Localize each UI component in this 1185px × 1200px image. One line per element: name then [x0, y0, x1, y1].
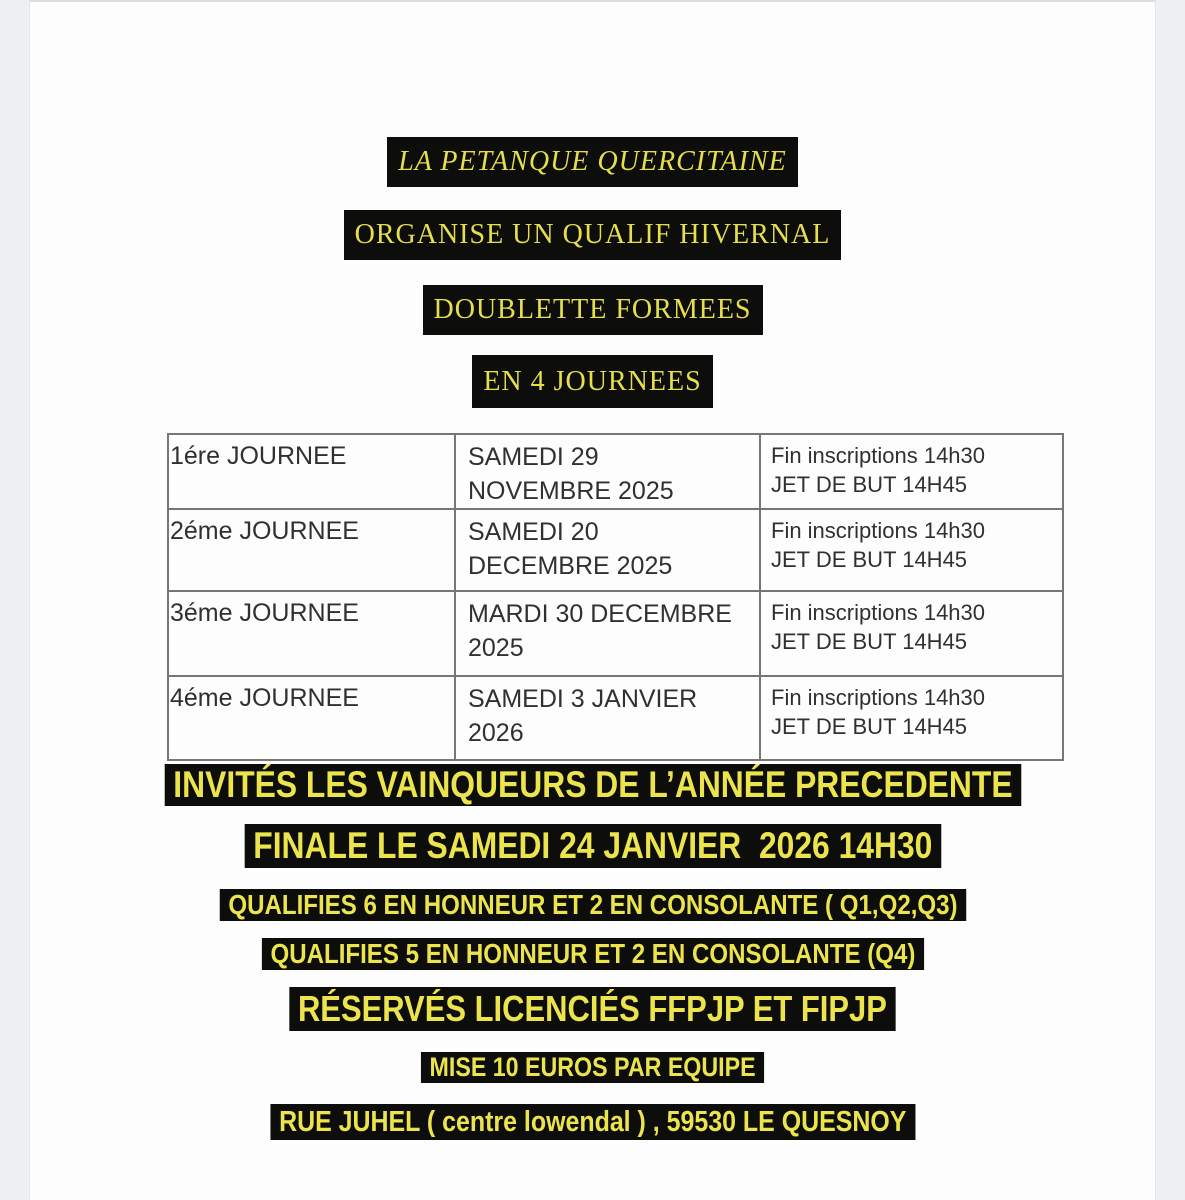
- info-line: JET DE BUT 14H45: [771, 629, 968, 654]
- table-cell-day: 4éme JOURNEE: [168, 676, 455, 760]
- info-line: JET DE BUT 14H45: [771, 547, 968, 572]
- title-format: DOUBLETTE FORMEES: [423, 285, 763, 335]
- info-line: Fin inscriptions 14h30: [771, 685, 986, 710]
- date-line: SAMEDI 20: [468, 518, 599, 546]
- announcement-row: [30, 970, 1155, 1031]
- title-event: ORGANISE UN QUALIF HIVERNAL: [344, 210, 842, 260]
- info-line: JET DE BUT 14H45: [771, 472, 968, 497]
- table-row: [168, 509, 1063, 591]
- announcement-row: [30, 761, 1155, 806]
- title-club-name: LA PETANQUE QUERCITAINE: [387, 137, 798, 187]
- table-cell-info: [760, 676, 1063, 760]
- table-cell-info: [760, 434, 1063, 509]
- table-cell-day: 2éme JOURNEE: [168, 509, 455, 591]
- announcement-invites: INVITÉS LES VAINQUEURS DE L’ANNÉE PRECEDENTE: [164, 764, 1020, 806]
- table-cell-date: [455, 434, 760, 509]
- date-line: MARDI 30 DECEMBRE: [468, 600, 732, 628]
- info-line: JET DE BUT 14H45: [771, 714, 968, 739]
- table-row: [168, 591, 1063, 676]
- announcement-row: [30, 868, 1155, 921]
- header-row-2: [30, 187, 1155, 260]
- table-cell-day: 3éme JOURNEE: [168, 591, 455, 676]
- announcement-row: [30, 1031, 1155, 1083]
- info-line: Fin inscriptions 14h30: [771, 518, 986, 543]
- announcement-qualifies-q123: QUALIFIES 6 EN HONNEUR ET 2 EN CONSOLANTE ( Q1,Q2,Q3): [219, 889, 965, 921]
- announcement-reserved-licenses: RÉSERVÉS LICENCIÉS FFPJP ET FIPJP: [289, 987, 895, 1031]
- announcement-address: RUE JUHEL ( centre lowendal ) , 59530 LE QUESNOY: [270, 1104, 915, 1140]
- table-row: [168, 676, 1063, 760]
- announcement-finale: FINALE LE SAMEDI 24 JANVIER 2026 14H30: [244, 824, 940, 868]
- header-row-4: [30, 335, 1155, 408]
- info-line: Fin inscriptions 14h30: [771, 600, 986, 625]
- schedule-table: [167, 433, 1064, 761]
- table-cell-info: [760, 509, 1063, 591]
- date-line: DECEMBRE 2025: [468, 552, 673, 580]
- date-line: 2025: [468, 634, 524, 662]
- flyer-page: [29, 0, 1156, 1200]
- info-line: Fin inscriptions 14h30: [771, 443, 986, 468]
- title-days-count: EN 4 JOURNEES: [472, 355, 712, 408]
- date-line: 2026: [468, 719, 524, 747]
- announcement-entry-fee: MISE 10 EUROS PAR EQUIPE: [421, 1052, 764, 1083]
- announcement-row: [30, 1083, 1155, 1140]
- date-line: SAMEDI 29: [468, 443, 599, 471]
- announcement-qualifies-q4: QUALIFIES 5 EN HONNEUR ET 2 EN CONSOLANTE (Q4): [261, 938, 923, 970]
- date-line: SAMEDI 3 JANVIER: [468, 685, 698, 713]
- header-row-3: [30, 260, 1155, 335]
- table-cell-date: [455, 676, 760, 760]
- table-cell-day: 1ére JOURNEE: [168, 434, 455, 509]
- announcement-row: [30, 921, 1155, 970]
- announcement-row: [30, 806, 1155, 868]
- table-row: [168, 434, 1063, 509]
- header-row-1: [30, 2, 1155, 187]
- table-cell-info: [760, 591, 1063, 676]
- date-line: NOVEMBRE 2025: [468, 477, 674, 505]
- table-cell-date: [455, 509, 760, 591]
- table-cell-date: [455, 591, 760, 676]
